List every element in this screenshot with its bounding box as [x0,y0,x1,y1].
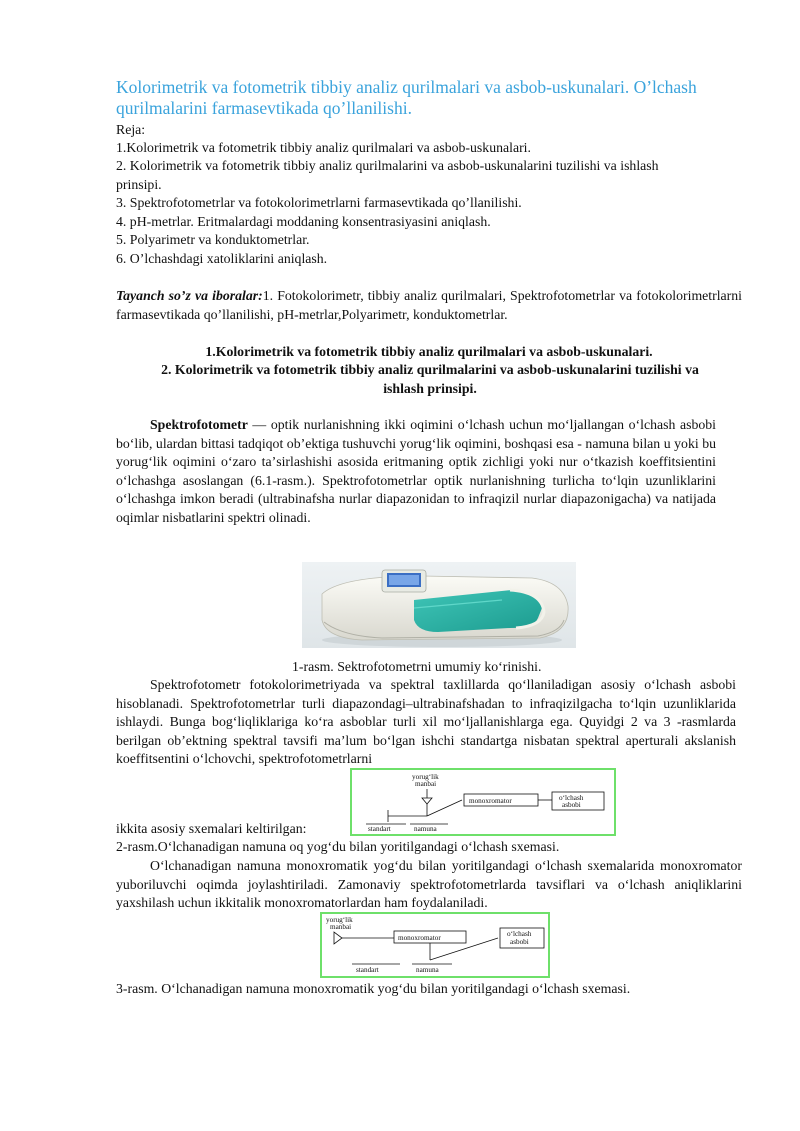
plan-item: prinsipi. [116,177,162,192]
document-title: Kolorimetrik va fotometrik tibbiy analiz qurilmalari va asbob-uskunalari. O’lchash qurilmalarini farmasevtikada qo’llanilishi. [116,77,697,118]
schema-figure-3 [320,912,550,978]
source-label: yorugʻlik [412,773,439,781]
schema-diagram-2 [352,770,614,834]
source-label: manbai [415,780,437,788]
plan-item: 6. O’lchashdagi xatoliklarini aniqlash. [116,251,328,266]
sample-label: namuna [414,825,437,833]
plan-label: Reja: [116,122,146,137]
schema-figure-2 [350,768,616,836]
plan-item: 2. Kolorimetrik va fotometrik tibbiy analiz qurilmalarini va asbob-uskunalarini tuzilishi va ishlash [116,158,659,173]
monochromator-label: monoxromator [398,934,441,942]
section-heading-2: 2. Kolorimetrik va fotometrik tibbiy analiz qurilmalarini va asbob-uskunalarini tuzilishi va ishlash prinsipi. [161,362,699,396]
term-spectrophotometer: Spektrofotometr [150,417,248,432]
figure-3-caption: 3-rasm. Oʻlchanadigan namuna monoxromatik yogʻdu bilan yoritilgandagi oʻlchash sxemasi. [116,981,631,996]
sample-label: namuna [416,966,439,974]
device-label: asbobi [562,801,581,809]
paragraph-spectrophotometer [116,416,716,527]
source-label: yorugʻlik [326,916,353,924]
plan-item: 5. Polyarimetr va konduktometrlar. [116,232,310,247]
plan-item: 4. pH-metrlar. Eritmalardagi moddaning konsentrasiyasini aniqlash. [116,214,491,229]
figure-2-caption: 2-rasm.Oʻlchanadigan namuna oq yogʻdu bilan yoritilgandagi oʻlchash sxemasi. [116,839,560,854]
section-heading-1: 1.Kolorimetrik va fotometrik tibbiy analiz qurilmalari va asbob-uskunalari. [205,344,653,359]
paragraph-text: — optik nurlanishning ikki oqimini oʻlchash uchun moʻljallangan oʻlchash asbobi boʻlib, ulardan bittasi tadqiqot obʼektiga tushuvchi yorugʻlik oqimini, boshqasi esa - namuna bilan u yoki bu yorugʻlik oqimini oʻzaro taʼsirlashishi asosida eritmaning optik zichligi yoki nur oʻtkazish koeffitsientini oʻlchashga asoslangan (6.1-rasm.). Spektrofotometrlar optik nurlanishning turlicha toʻlqin uzunliklarini oʻlchashga imkon beradi (ultrabinafsha nurlar diapazonidan to infraqizil nurlar diapazonigacha) va natijada oqimlar nisbatlarini spektri olinadi. [116,417,716,525]
device-label: asbobi [510,938,529,946]
keywords-label: Tayanch so’z va iboralar: [116,288,263,303]
plan-item: 1.Kolorimetrik va fotometrik tibbiy analiz qurilmalari va asbob-uskunalari. [116,140,531,155]
keywords-paragraph [116,287,742,324]
device-label: oʻlchash [507,930,532,938]
paragraph-usage: Spektrofotometr fotokolorimetriyada va spektral taxlillarda qoʻllaniladigan asosiy oʻlchash asbobi hisoblanadi. Spektrofotometrlar turli diapazondagi–ultrabinafshadan to infraqizilgacha toʻlqin uzunliklarida ishlaydi. Bunga bogʻliqliklariga koʻra asboblar turli xil moʻljallanishlarga ega. Quyidgi 2 va 3 -rasmlarda berilgan obʼektning spektral tavsifi maʼlum boʻlgan ishchi standartga nisbatan spektral aperturali akslanish koeffitsentini oʻlchovchi, spektrofotometrlarni [116,677,736,766]
standard-label: standart [368,825,391,833]
standard-label: standart [356,966,379,974]
spectrophotometer-photo [302,562,576,648]
source-label: manbai [330,923,352,931]
device-label: oʻlchash [559,794,584,802]
paragraph-monochromatic: Oʻlchanadigan namuna monoxromatik yogʻdu bilan yoritilgandagi oʻlchash sxemalarida monoxromator yuboriluvchi oqimda joylashtiriladi. Zamonaviy spektrofotometrlarda tavsiflari va oʻlchash aniqliklarini yaxshilash uchun ikkitalik monoxromatorlardan ham foydalaniladi. [116,858,742,910]
monochromator-label: monoxromator [469,797,512,805]
plan-item: 3. Spektrofotometrlar va fotokolorimetrlarni farmasevtikada qo’llanilishi. [116,195,522,210]
figure-1-caption: 1-rasm. Sektrofotometrni umumiy koʻrinishi. [292,659,542,674]
paragraph-usage-end: ikkita asosiy sxemalari keltirilgan: [116,821,307,836]
schema-diagram-3 [322,914,548,976]
keywords-text: 1. Fotokolorimetr, tibbiy analiz qurilmalari, Spektrofotometrlar va fotokolorimetrlarni farmasevtikada qo’llanilishi, pH-metrlar,Polyarimetr, konduktometrlar. [116,288,743,322]
